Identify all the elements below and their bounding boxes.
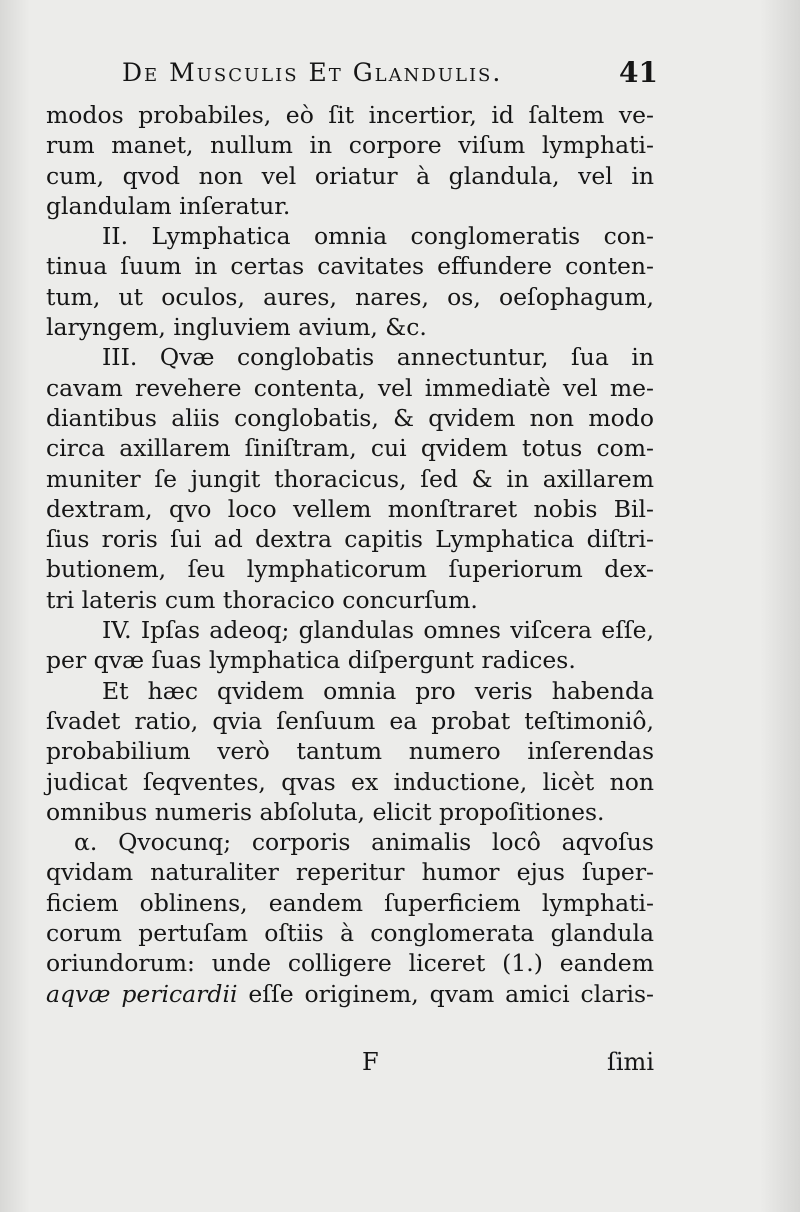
line-text: corum pertuſam oſtiis à conglomerata glandula: [46, 919, 654, 948]
line-rest: eſſe originem, qvam amici claris-: [237, 979, 654, 1008]
line-text: qvidam naturaliter reperitur humor ejus ſuper-: [46, 858, 654, 887]
text-line: [46, 827, 654, 857]
line-text: rum manet, nullum in corpore viſum lymphati-: [46, 131, 654, 160]
italic-phrase: aqvæ pericardii: [46, 979, 238, 1008]
text-line: [46, 464, 654, 494]
line-text: omnibus numeris abſoluta, elicit propoſitiones.: [46, 797, 605, 826]
line-text: glandulam inſeratur.: [46, 191, 291, 220]
line-text: oriundorum: unde colligere liceret (1.) eandem: [46, 949, 654, 978]
line-text: ſius roris ſui ad dextra capitis Lymphatica diſtri-: [46, 525, 654, 554]
line-text: tinua ſuum in certas cavitates effundere conten-: [46, 252, 654, 281]
page-footer: [46, 1040, 654, 1076]
text-line: [46, 312, 654, 342]
text-line: [46, 433, 654, 463]
page-number: 41: [619, 56, 658, 89]
text-line: [46, 554, 654, 584]
text-line: [46, 130, 654, 160]
text-line: [46, 706, 654, 736]
text-line: [46, 161, 654, 191]
text-line: [46, 282, 654, 312]
running-head: De Musculis Et Glandulis.: [122, 58, 503, 87]
text-line: [46, 251, 654, 281]
catchword: ſimi: [607, 1048, 654, 1076]
text-line: [46, 676, 654, 706]
line-text: laryngem, ingluviem avium, &c.: [46, 313, 427, 342]
text-line: [46, 797, 654, 827]
line-text: modos probabiles, eò ſit incertior, id ſaltem ve-: [46, 101, 654, 129]
line-text: per qvæ ſuas lymphatica diſpergunt radices.: [46, 646, 576, 675]
text-line: [46, 767, 654, 797]
text-line: [46, 918, 654, 948]
signature-mark: F: [362, 1048, 379, 1076]
text-line: [46, 342, 654, 372]
line-text: butionem, ſeu lymphaticorum ſuperiorum dex-: [46, 555, 654, 584]
line-text: ficiem oblinens, eandem ſuperficiem lymphati-: [46, 888, 654, 917]
text-line: [46, 494, 654, 524]
line-text: Et hæc qvidem omnia pro veris habenda: [102, 676, 654, 705]
line-text: circa axillarem ſiniſtram, cui qvidem totus com-: [46, 434, 654, 463]
text-line: [46, 585, 654, 615]
line-text: tri lateris cum thoracico concurſum.: [46, 585, 478, 614]
line-text: ſvadet ratio, qvia ſenſuum ea probat teſtimoniô,: [46, 706, 654, 735]
text-line: [46, 191, 654, 221]
text-line: [46, 615, 654, 645]
text-line: [46, 645, 654, 675]
line-text: judicat ſeqventes, qvas ex inductione, licèt non: [46, 767, 654, 796]
text-line: [46, 888, 654, 918]
line-text: tum, ut oculos, aures, nares, os, oeſophagum,: [46, 282, 654, 311]
text-line: [46, 100, 654, 130]
line-text: cavam revehere contenta, vel immediatè vel me-: [46, 373, 654, 402]
body-text: [46, 100, 654, 1009]
line-text: diantibus aliis conglobatis, & qvidem non modo: [46, 403, 654, 432]
text-line: [46, 524, 654, 554]
line-text: cum, qvod non vel oriatur à glandula, vel in: [46, 161, 654, 190]
text-line: [46, 979, 654, 1009]
line-text: II. Lymphatica omnia conglomeratis con-: [102, 222, 654, 251]
page-header: [46, 54, 658, 94]
line-text: probabilium verò tantum numero inſerendas: [46, 737, 654, 766]
line-text: α. Qvocunq; corporis animalis locô aqvoſus: [74, 828, 654, 857]
text-line: [46, 221, 654, 251]
text-line: [46, 948, 654, 978]
text-line: [46, 857, 654, 887]
text-line: [46, 736, 654, 766]
line-text: dextram, qvo loco vellem monſtraret nobis Bil-: [46, 494, 654, 523]
text-line: [46, 373, 654, 403]
line-text: IV. Ipſas adeoq; glandulas omnes viſcera eſſe,: [102, 616, 654, 645]
line-text: III. Qvæ conglobatis annectuntur, ſua in: [102, 343, 654, 372]
line-text: muniter ſe jungit thoracicus, ſed & in axillarem: [46, 464, 654, 493]
text-line: [46, 403, 654, 433]
